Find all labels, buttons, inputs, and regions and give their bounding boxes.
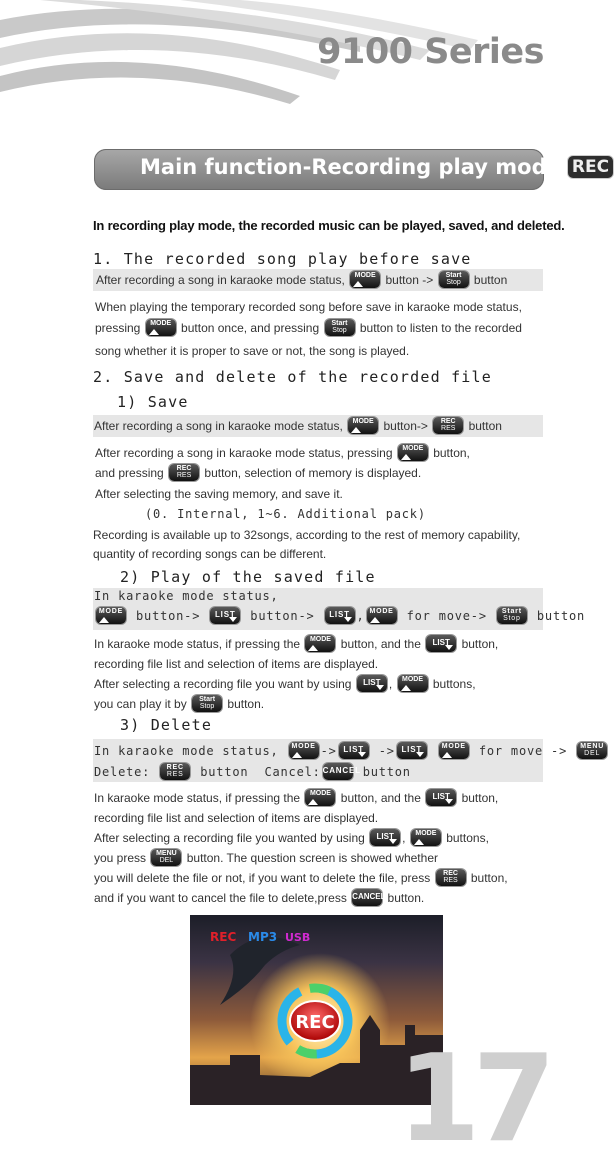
s1-para-line1: When playing the temporary recorded song before save in karaoke mode status, bbox=[95, 300, 522, 314]
play-para-line1: In karaoke mode status, if pressing the MODE button, and the LIST button, bbox=[94, 636, 499, 651]
list-key-icon: LIST bbox=[426, 635, 456, 652]
play-para-line2: recording file list and selection of items are displayed. bbox=[94, 657, 379, 671]
play-para-line3: After selecting a recording file you want by using LIST , MODE buttons, bbox=[94, 676, 476, 691]
mode-key-icon: MODE bbox=[348, 417, 378, 434]
mode-key-icon: MODE bbox=[305, 635, 335, 652]
s1-para-line2: pressing MODE button once, and pressing Start Stop button to listen to the recorded bbox=[95, 320, 522, 335]
screen-tab-usb: USB bbox=[285, 931, 311, 944]
save-para-capacity-1: Recording is available up to 32songs, according to the rest of memory capability, bbox=[93, 528, 521, 542]
heading-2: 2. Save and delete of the recorded file bbox=[93, 368, 492, 386]
mode-key-icon: MODE bbox=[350, 271, 380, 288]
delete-para-line4: you press MENU DEL button. The question screen is showed whether bbox=[94, 850, 438, 865]
band-delete-line2: Delete: REC RES button Cancel: CANCEL button bbox=[94, 764, 411, 779]
screen-tab-mp3: MP3 bbox=[248, 930, 278, 944]
list-key-icon: LIST bbox=[370, 829, 400, 846]
section-title: Main function-Recording play mode REC bbox=[140, 155, 614, 179]
band-delete-line1: In karaoke mode status, MODE -> LIST -> LIST MODE for move -> MENU DEL bbox=[94, 741, 609, 761]
rec-res-key-icon: REC RES bbox=[160, 763, 190, 780]
save-para-memory-note: (0. Internal, 1~6. Additional pack) bbox=[145, 507, 426, 521]
list-key-icon: LIST bbox=[325, 607, 355, 624]
subheading-save: 1) Save bbox=[117, 393, 189, 411]
delete-para-line3: After selecting a recording file you wanted by using LIST , MODE buttons, bbox=[94, 830, 489, 845]
save-para-capacity-2: quantity of recording songs can be different. bbox=[93, 547, 327, 561]
save-para-line3: After selecting the saving memory, and save it. bbox=[95, 487, 343, 501]
save-para-line1: After recording a song in karaoke mode status, pressing MODE button, bbox=[95, 445, 470, 460]
band-play-line2: MODE button-> LIST button-> LIST , MODE for move-> Start Stop button bbox=[94, 606, 585, 626]
delete-para-line5: you will delete the file or not, if you want to delete the file, press REC RES button, bbox=[94, 870, 508, 885]
band-play-line1: In karaoke mode status, bbox=[94, 589, 279, 603]
save-para-line2: and pressing REC RES button, selection of memory is displayed. bbox=[95, 465, 422, 480]
mode-key-icon: MODE bbox=[398, 444, 428, 461]
mode-key-icon: MODE bbox=[398, 675, 428, 692]
screen-center-label: REC bbox=[295, 1012, 335, 1033]
start-stop-key-icon: Start Stop bbox=[192, 695, 222, 712]
s1-para-line3: song whether it is proper to save or not, the song is played. bbox=[95, 344, 410, 358]
mode-key-icon: MODE bbox=[367, 607, 397, 624]
list-key-icon: LIST bbox=[339, 742, 369, 759]
list-key-icon: LIST bbox=[357, 675, 387, 692]
subheading-delete: 3) Delete bbox=[120, 716, 213, 734]
start-stop-key-icon: Start Stop bbox=[439, 271, 469, 288]
list-key-icon: LIST bbox=[210, 607, 240, 624]
start-stop-key-icon: Start Stop bbox=[325, 319, 355, 336]
section-title-bar bbox=[94, 149, 610, 190]
menu-del-key-icon: MENU DEL bbox=[577, 742, 607, 759]
rec-res-key-icon: REC RES bbox=[433, 417, 463, 434]
rec-badge: REC bbox=[567, 155, 614, 179]
list-key-icon: LIST bbox=[397, 742, 427, 759]
mode-key-icon: MODE bbox=[439, 742, 469, 759]
delete-para-line6: and if you want to cancel the file to delete,press CANCEL button. bbox=[94, 891, 425, 905]
mode-key-icon: MODE bbox=[146, 319, 176, 336]
cancel-key-icon: CANCEL bbox=[352, 889, 382, 906]
band-1-text: After recording a song in karaoke mode status, MODE button -> Start Stop button bbox=[96, 272, 508, 287]
mode-key-icon: MODE bbox=[305, 789, 335, 806]
band-save-text: After recording a song in karaoke mode status, MODE button-> REC RES button bbox=[94, 418, 502, 433]
play-para-line4: you can play it by Start Stop button. bbox=[94, 696, 265, 711]
list-key-icon: LIST bbox=[426, 789, 456, 806]
rec-res-key-icon: REC RES bbox=[436, 869, 466, 886]
screen-tab-rec: REC bbox=[210, 930, 237, 944]
cancel-key-icon: CANCEL bbox=[323, 763, 353, 780]
heading-1: 1. The recorded song play before save bbox=[93, 250, 472, 268]
intro-text: In recording play mode, the recorded music can be played, saved, and deleted. bbox=[93, 218, 565, 233]
mode-key-icon: MODE bbox=[411, 829, 441, 846]
delete-para-line1: In karaoke mode status, if pressing the MODE button, and the LIST button, bbox=[94, 790, 499, 805]
delete-para-line2: recording file list and selection of items are displayed. bbox=[94, 811, 379, 825]
page-number: 17 bbox=[397, 1030, 548, 1169]
menu-del-key-icon: MENU DEL bbox=[151, 849, 181, 866]
mode-key-icon: MODE bbox=[289, 742, 319, 759]
subheading-play: 2) Play of the saved file bbox=[120, 568, 376, 586]
start-stop-key-icon: Start Stop bbox=[497, 607, 527, 624]
mode-key-icon: MODE bbox=[96, 607, 126, 624]
series-title: 9100 Series bbox=[317, 32, 544, 72]
rec-res-key-icon: REC RES bbox=[169, 464, 199, 481]
